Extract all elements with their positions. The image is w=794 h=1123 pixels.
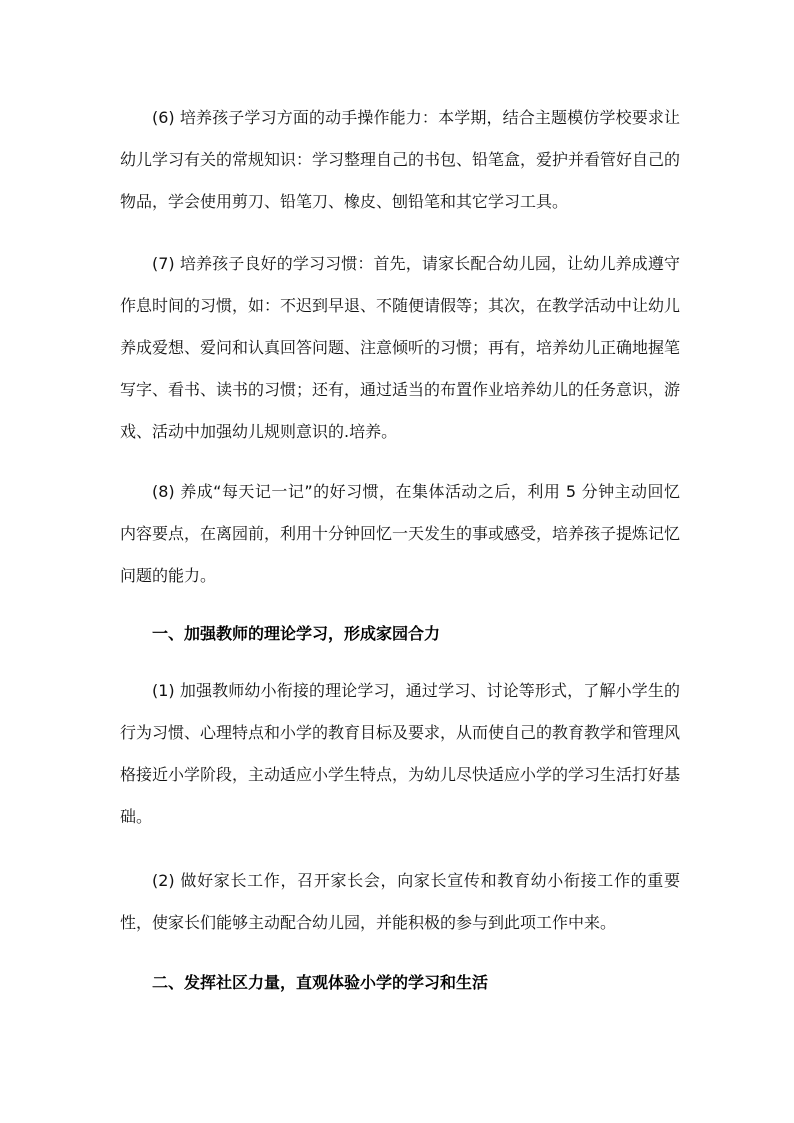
paragraph-8-daily-recall: (8) 养成“每天记一记”的好习惯，在集体活动之后，利用 5 分钟主动回忆内容要点，在离园前，利用十分钟回忆一天发生的事或感受，培养孩子提炼记忆问题的能力。 [120, 482, 681, 585]
paragraph-1-teacher-theory-study: (1) 加强教师幼小衔接的理论学习，通过学习、讨论等形式，了解小学生的行为习惯、心理特点和小学的教育目标及要求，从而使自己的教育教学和管理风格接近小学阶段，主动适应小学生特点，为幼儿尽快适应小学的学习生活打好基础。 [120, 681, 681, 826]
section-heading-teacher-theory: 一、加强教师的理论学习，形成家园合力 [152, 624, 441, 643]
paragraph-7-study-habits: (7) 培养孩子良好的学习习惯：首先，请家长配合幼儿园，让幼儿养成遵守作息时间的习惯，如：不迟到早退、不随便请假等；其次，在教学活动中让幼儿养成爱想、爱问和认真回答问题、注意倾听的习惯；再有，培养幼儿正确地握笔写字、看书、读书的习惯；还有，通过适当的布置作业培养幼儿的任务意识，游戏、活动中加强幼儿规则意识的.培养。 [120, 254, 681, 441]
paragraph-6-hands-on-ability: (6) 培养孩子学习方面的动手操作能力：本学期，结合主题模仿学校要求让幼儿学习有关的常规知识：学习整理自己的书包、铅笔盒，爱护并看管好自己的物品，学会使用剪刀、铅笔刀、橡皮、刨铅笔和其它学习工具。 [120, 108, 681, 211]
paragraph-2-parent-work: (2) 做好家长工作，召开家长会，向家长宣传和教育幼小衔接工作的重要性，使家长们能够主动配合幼儿园，并能积极的参与到此项工作中来。 [120, 871, 680, 932]
section-heading-community: 二、发挥社区力量，直观体验小学的学习和生活 [152, 973, 489, 992]
